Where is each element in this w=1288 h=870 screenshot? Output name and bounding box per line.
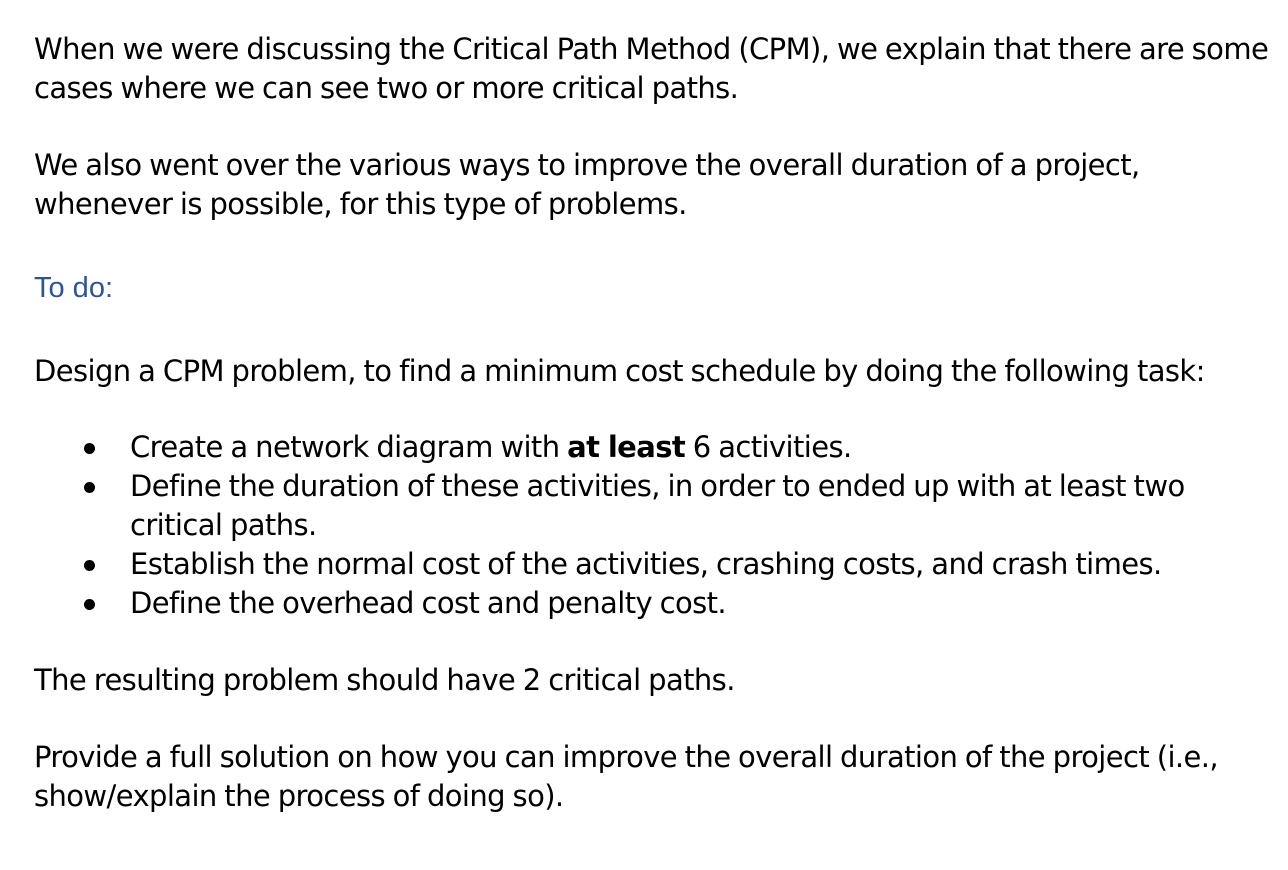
list-item [34,428,1274,467]
result-paragraph: The resulting problem should have 2 critical paths. [34,663,735,697]
intro-paragraph-2: We also went over the various ways to improve the overall duration of a project, whenever is possible, for this type of problems. [34,148,1140,221]
bullet-icon [84,560,95,571]
document-body [34,30,1274,816]
list-item [34,467,1274,545]
bullet-1-suffix: 6 activities. [685,430,852,464]
task-list [34,428,1274,623]
bullet-icon [84,599,95,610]
bullet-icon [84,482,95,493]
task-intro-paragraph: Design a CPM problem, to find a minimum cost schedule by doing the following task: [34,354,1205,388]
bullet-icon [84,443,95,454]
bullet-3-text: Establish the normal cost of the activities, crashing costs, and crash times. [130,547,1162,581]
list-item [34,584,1274,623]
bullet-2-text: Define the duration of these activities, in order to ended up with at least two critical paths. [130,469,1185,542]
solution-paragraph: Provide a full solution on how you can improve the overall duration of the project (i.e., show/explain the process of doing so). [34,740,1218,813]
intro-paragraph-1: When we were discussing the Critical Path Method (CPM), we explain that there are some cases where we can see two or more critical paths. [34,32,1269,105]
list-item [34,545,1274,584]
bullet-4-text: Define the overhead cost and penalty cost. [130,586,727,620]
bullet-1-prefix: Create a network diagram with [130,430,568,464]
todo-heading: To do: [34,272,113,304]
bullet-1-bold: at least [567,430,686,464]
